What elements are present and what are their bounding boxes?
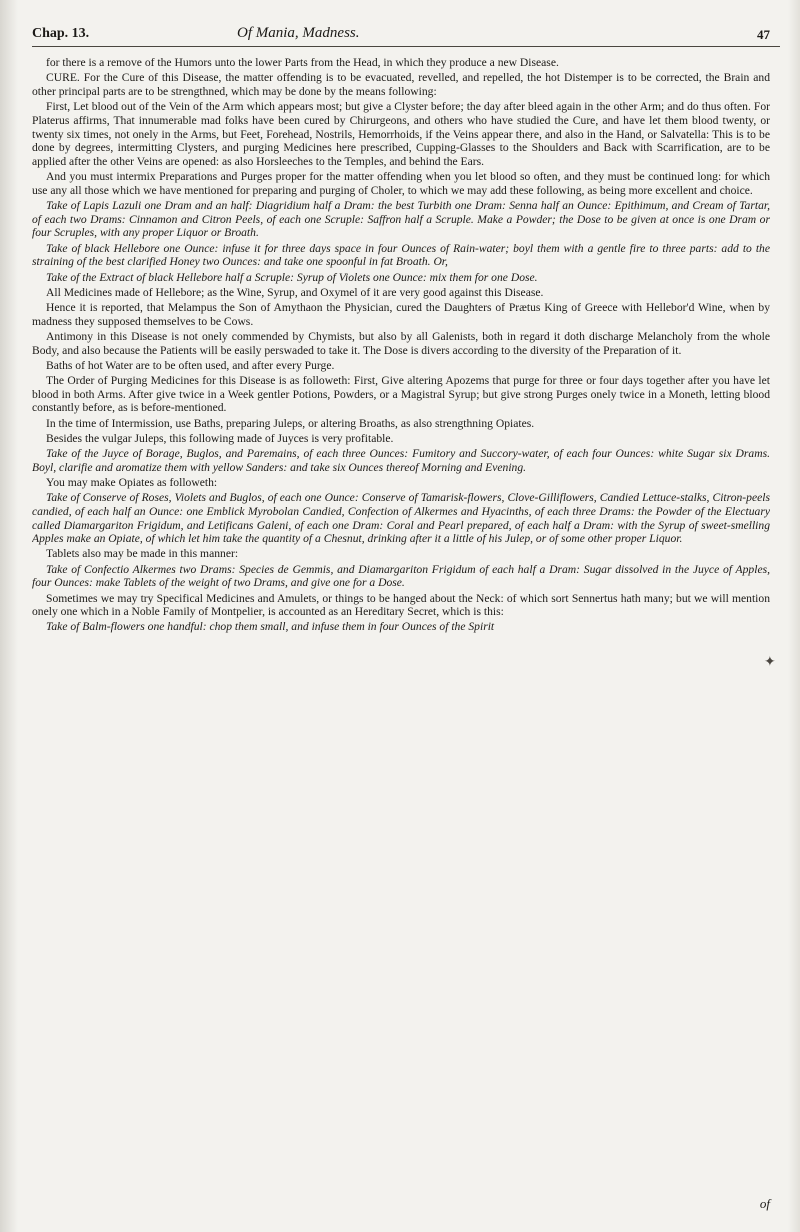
recipe-paragraph: Take of Conserve of Roses, Violets and Buglos, of each one Ounce: Conserve of Tamarisk-flowers, Clove-Gilliflowers, Candied Lettuce-stalks, Citron-peels candied, of each half an Ounce: one Emblick Myrobolan Candied, Confection of Alkermes and Hyacinths, of each three Drams: the Powder of the Electuary called Diamargariton Frigidum, and Letificans Galeni, of each one Dram: Coral and Pearl prepared, of each half a Dram: with the Syrup of sweet-smelling Apples make an Opiate, of which let him take the quantity of a Chesnut, drinking after it a little of his Julep, or of some other proper Liquor. (32, 491, 770, 546)
page-body (32, 56, 770, 1196)
chapter-label: Chap. 13. (32, 26, 90, 41)
body-paragraph: Sometimes we may try Specifical Medicines and Amulets, or things to be hanged about the Neck: of which sort Sennertus hath many; but we will mention onely one which in a Noble Family of Montpelier, is accounted as an Hereditary Secret, which is this: (32, 591, 770, 619)
body-paragraph: The Order of Purging Medicines for this Disease is as followeth: First, Give altering Apozems that purge for three or four days together after you have let blood in both Arms. After give twice in a Week gentler Potions, Powders, or a Magistral Syrup; but give strong Purges onely twice in a Moneth, letting blood constantly before, as is before-mentioned. (32, 373, 770, 415)
body-paragraph: You may make Opiates as followeth: (46, 475, 218, 489)
body-paragraph: Hence it is reported, that Melampus the Son of Amythaon the Physician, cured the Daughters of Prætus King of Greece with Hellebor'd Wine, when by madness they supposed themselves to be Cows. (32, 300, 770, 328)
body-paragraph: First, Let blood out of the Vein of the Arm which appears most; but give a Clyster before; the day after bleed again in the other Arm; and do thus often. For Platerus affirms, That innumerable mad folks have been cured by Chirurgeons, and others who have studied the Cure, and have let them blood twenty, or twenty six times, not onely in the Arms, but Feet, Forehead, Nostrils, Hemorrhoids, if the Veins appear there, and also in the Hand, or Salvatella: This is to be done by degrees, intermitting Clysters, and purging Medicines here prescribed, Cupping-Glasses to the Shoulders and Back with Scarrification, are to be applied after the other Veins are opened: as also Horsleeches to the Temples, and behind the Ears. (32, 100, 770, 168)
page-edge-shadow (788, 0, 800, 1232)
body-paragraph: CURE. For the Cure of this Disease, the matter offending is to be evacuated, revelled, and repelled, the hot Distemper is to be corrected, the Brain and other principal parts are to be strengthned, which may be done by the means following: (32, 71, 770, 98)
recipe-paragraph: Take of the Juyce of Borage, Buglos, and Paremains, of each three Ounces: Fumitory and Succory-water, of each four Ounces: white Sugar six Drams. Boyl, clarifie and aromatize them with yellow Sanders: and take six Ounces thereof Morning and Evening. (32, 446, 770, 474)
page-header (32, 24, 780, 47)
recipe-paragraph: Take of the Extract of black Hellebore half a Scruple: Syrup of Violets one Ounce: mix them for one Dose. (46, 270, 538, 284)
body-paragraph: And you must intermix Preparations and Purges proper for the matter offending when you let blood so often, and they must be continued long: for which use any all those which we have mentioned for preparing and purging of Choler, to which we may add these following, as being more excellent and choice. (32, 170, 770, 197)
body-paragraph: In the time of Intermission, use Baths, preparing Juleps, or altering Broaths, as also strengthning Opiates. (46, 416, 535, 430)
recipe-paragraph: Take of black Hellebore one Ounce: infuse it for three days space in four Ounces of Rain-water; boyl them with a gentle fire to three parts: add to the straining of the best clarified Honey two Ounces: and take one spoonful in fat Broath. Or, (32, 241, 770, 269)
body-paragraph: Baths of hot Water are to be often used, and after every Purge. (46, 358, 335, 372)
body-paragraph: All Medicines made of Hellebore; as the Wine, Syrup, and Oxymel of it are very good against this Disease. (46, 285, 544, 299)
recipe-paragraph: Take of Balm-flowers one handful: chop them small, and infuse them in four Ounces of the Spirit (46, 620, 495, 634)
body-paragraph: Besides the vulgar Juleps, this following made of Juyces is very profitable. (46, 431, 394, 445)
catchword: of (759, 1196, 770, 1211)
body-paragraph: for there is a remove of the Humors unto the lower Parts from the Head, in which they produce a new Disease. (46, 56, 559, 69)
page-number: 47 (757, 27, 770, 42)
margin-mark: ✦ (764, 654, 776, 670)
body-paragraph: Tablets also may be made in this manner: (46, 547, 239, 561)
recipe-paragraph: Take of Lapis Lazuli one Dram and an half: Diagridium half a Dram: the best Turbith one Dram: Senna half an Ounce: Epithimum, and Cream of Tartar, of each two Drams: Cinnamon and Citron Peels, of each one Scruple: Saffron half a Scruple. Make a Powder; the Dose to be given at once is one Dram or four Scruples, with any proper Liquor or Broath. (32, 199, 770, 240)
body-paragraph: Antimony in this Disease is not onely commended by Chymists, but also by all Galenists, both in regard it doth discharge Melancholy from the whole Body, and also because the Patients will be easily perswaded to take it. The Dose is divers according to the diversity of the Preparation of it. (32, 329, 770, 357)
page-binding-shadow (0, 0, 18, 1232)
recipe-paragraph: Take of Confectio Alkermes two Drams: Species de Gemmis, and Diamargariton Frigidum of each half a Dram: Sugar dissolved in the Juyce of Apples, four Ounces: make Tablets of the weight of two Drams, and give one for a Dose. (32, 562, 770, 590)
running-title: Of Mania, Madness. (237, 25, 360, 41)
